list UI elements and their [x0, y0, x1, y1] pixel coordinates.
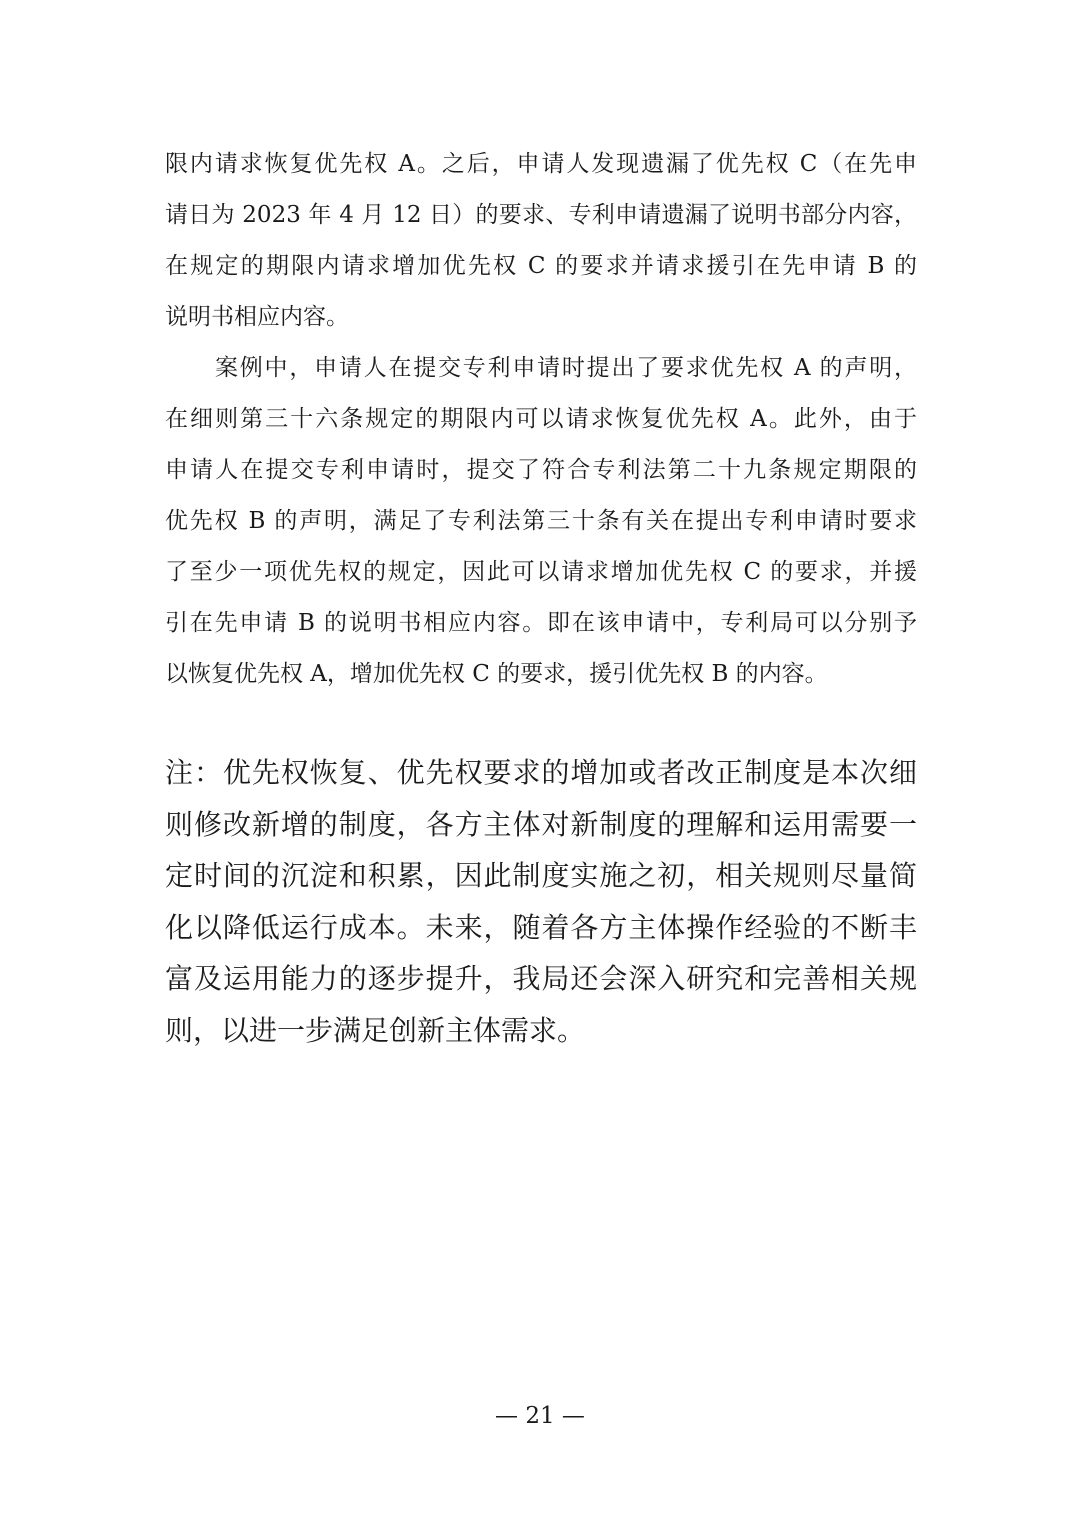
text-line: 以恢复优先权 A，增加优先权 C 的要求，援引优先权 B 的内容。	[165, 661, 828, 687]
text-line: 申请人在提交专利申请时，提交了符合专利法第二十九条规定期限的	[165, 457, 917, 483]
text-line: 了至少一项优先权的规定，因此可以请求增加优先权 C 的要求，并援	[165, 559, 917, 585]
text-line: 限内请求恢复优先权 A。之后，申请人发现遗漏了优先权 C（在先申	[165, 151, 917, 177]
text-line: 说明书相应内容。	[165, 304, 349, 330]
note-line: 则，以进一步满足创新主体需求。	[165, 1013, 586, 1047]
page-number: — 21 —	[495, 1403, 585, 1429]
note-paragraph	[165, 747, 917, 1056]
text-line: 案例中，申请人在提交专利申请时提出了要求优先权 A 的声明，	[215, 355, 917, 381]
text-line: 请日为 2023 年 4 月 12 日）的要求、专利申请遗漏了说明书部分内容，	[165, 202, 917, 228]
text-line: 在规定的期限内请求增加优先权 C 的要求并请求援引在先申请 B 的	[165, 253, 917, 279]
paragraph-continued	[165, 139, 917, 343]
paragraph-case-analysis	[165, 343, 917, 700]
text-line: 在细则第三十六条规定的期限内可以请求恢复优先权 A。此外，由于	[165, 406, 917, 432]
note-line: 化以降低运行成本。未来，随着各方主体操作经验的不断丰	[165, 910, 917, 944]
body-text	[165, 139, 917, 700]
note-line: 注：优先权恢复、优先权要求的增加或者改正制度是本次细	[165, 756, 917, 789]
note-line: 定时间的沉淀和积累，因此制度实施之初，相关规则尽量简	[165, 859, 917, 892]
text-line: 引在先申请 B 的说明书相应内容。即在该申请中，专利局可以分别予	[165, 610, 917, 636]
text-line: 优先权 B 的声明，满足了专利法第三十条有关在提出专利申请时要求	[165, 508, 917, 534]
note-line: 富及运用能力的逐步提升，我局还会深入研究和完善相关规	[165, 962, 917, 995]
note-line: 则修改新增的制度，各方主体对新制度的理解和运用需要一	[165, 807, 917, 841]
